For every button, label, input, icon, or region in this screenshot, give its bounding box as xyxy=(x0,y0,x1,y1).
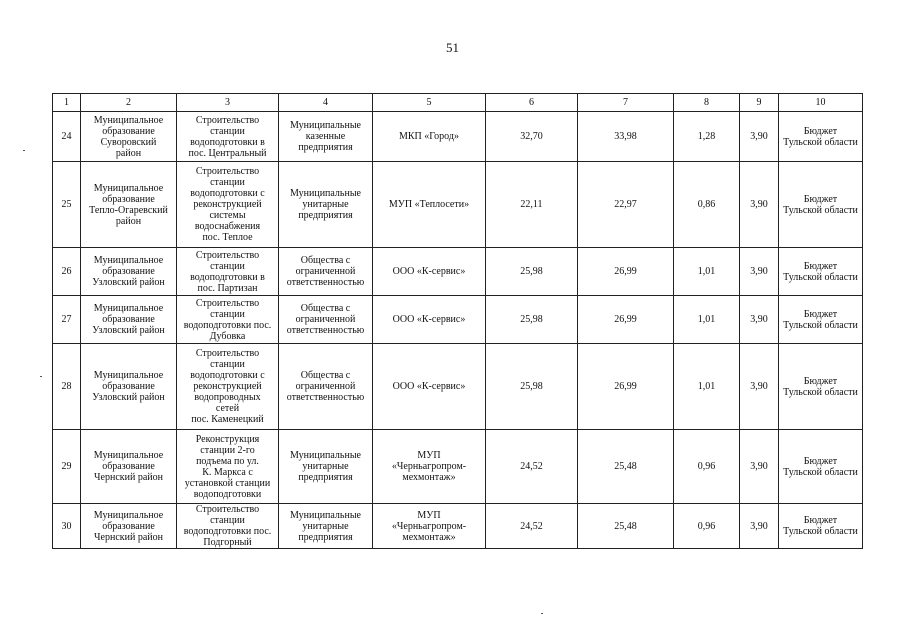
municipality-cell: Муниципальное образование Суворовский район xyxy=(81,112,177,162)
header-cell: 6 xyxy=(486,94,578,112)
municipality-cell: Муниципальное образование Тепло-Огаревский район xyxy=(81,162,177,248)
enterprise-type-cell: Муниципальные унитарные предприятия xyxy=(279,504,373,549)
project-cell: Строительство станции водоподготовки с реконструкцией системы водоснабжения пос. Теплое xyxy=(177,162,279,248)
value-cell-col6: 22,11 xyxy=(486,162,578,248)
header-cell: 4 xyxy=(279,94,373,112)
scan-speck xyxy=(23,150,25,151)
budget-cell: Бюджет Тульской области xyxy=(779,112,863,162)
value-cell-col8: 0,96 xyxy=(674,430,740,504)
value-cell-col9: 3,90 xyxy=(740,430,779,504)
value-cell-col7: 26,99 xyxy=(578,248,674,296)
value-cell-col7: 33,98 xyxy=(578,112,674,162)
value-cell-col9: 3,90 xyxy=(740,248,779,296)
value-cell-col6: 32,70 xyxy=(486,112,578,162)
value-cell-col8: 0,86 xyxy=(674,162,740,248)
row-number: 24 xyxy=(53,112,81,162)
value-cell-col6: 24,52 xyxy=(486,504,578,549)
value-cell-col7: 22,97 xyxy=(578,162,674,248)
value-cell-col6: 25,98 xyxy=(486,344,578,430)
project-cell: Строительство станции водоподготовки с реконструкцией водопроводных сетей пос. Каменецкий xyxy=(177,344,279,430)
table-row xyxy=(53,504,863,549)
municipality-cell: Муниципальное образование Чернский район xyxy=(81,430,177,504)
value-cell-col9: 3,90 xyxy=(740,504,779,549)
organization-cell: МУП «Черньагропром- мехмонтаж» xyxy=(373,430,486,504)
organization-cell: ООО «К-сервис» xyxy=(373,248,486,296)
header-cell: 3 xyxy=(177,94,279,112)
value-cell-col9: 3,90 xyxy=(740,162,779,248)
project-cell: Строительство станции водоподготовки пос. Подгорный xyxy=(177,504,279,549)
table-row xyxy=(53,112,863,162)
value-cell-col7: 26,99 xyxy=(578,296,674,344)
scan-speck xyxy=(541,613,543,614)
value-cell-col7: 25,48 xyxy=(578,430,674,504)
table-row xyxy=(53,162,863,248)
header-cell: 1 xyxy=(53,94,81,112)
page-number: 51 xyxy=(446,40,459,55)
row-number: 28 xyxy=(53,344,81,430)
project-cell: Строительство станции водоподготовки в пос. Партизан xyxy=(177,248,279,296)
enterprise-type-cell: Общества с ограниченной ответственностью xyxy=(279,296,373,344)
table-row xyxy=(53,430,863,504)
row-number: 25 xyxy=(53,162,81,248)
project-cell: Реконструкция станции 2-го подъема по ул. К. Маркса с установкой станции водоподготовки xyxy=(177,430,279,504)
value-cell-col7: 26,99 xyxy=(578,344,674,430)
row-number: 30 xyxy=(53,504,81,549)
value-cell-col8: 1,01 xyxy=(674,296,740,344)
organization-cell: МКП «Город» xyxy=(373,112,486,162)
header-cell: 10 xyxy=(779,94,863,112)
value-cell-col7: 25,48 xyxy=(578,504,674,549)
enterprise-type-cell: Общества с ограниченной ответственностью xyxy=(279,248,373,296)
enterprise-type-cell: Общества с ограниченной ответственностью xyxy=(279,344,373,430)
row-number: 27 xyxy=(53,296,81,344)
header-cell: 8 xyxy=(674,94,740,112)
header-cell: 7 xyxy=(578,94,674,112)
value-cell-col8: 1,01 xyxy=(674,344,740,430)
organization-cell: МУП «Теплосети» xyxy=(373,162,486,248)
budget-cell: Бюджет Тульской области xyxy=(779,430,863,504)
value-cell-col9: 3,90 xyxy=(740,344,779,430)
investment-table xyxy=(52,93,863,549)
header-cell: 5 xyxy=(373,94,486,112)
budget-cell: Бюджет Тульской области xyxy=(779,344,863,430)
project-cell: Строительство станции водоподготовки в пос. Центральный xyxy=(177,112,279,162)
organization-cell: МУП «Черньагропром- мехмонтаж» xyxy=(373,504,486,549)
project-cell: Строительство станции водоподготовки пос. Дубовка xyxy=(177,296,279,344)
row-number: 29 xyxy=(53,430,81,504)
header-cell: 2 xyxy=(81,94,177,112)
value-cell-col8: 1,01 xyxy=(674,248,740,296)
value-cell-col6: 25,98 xyxy=(486,296,578,344)
organization-cell: ООО «К-сервис» xyxy=(373,296,486,344)
enterprise-type-cell: Муниципальные унитарные предприятия xyxy=(279,162,373,248)
table-row xyxy=(53,344,863,430)
header-cell: 9 xyxy=(740,94,779,112)
enterprise-type-cell: Муниципальные казенные предприятия xyxy=(279,112,373,162)
budget-cell: Бюджет Тульской области xyxy=(779,162,863,248)
value-cell-col9: 3,90 xyxy=(740,112,779,162)
table-header-row xyxy=(53,94,863,112)
budget-cell: Бюджет Тульской области xyxy=(779,296,863,344)
organization-cell: ООО «К-сервис» xyxy=(373,344,486,430)
row-number: 26 xyxy=(53,248,81,296)
value-cell-col8: 1,28 xyxy=(674,112,740,162)
municipality-cell: Муниципальное образование Узловский район xyxy=(81,296,177,344)
municipality-cell: Муниципальное образование Узловский район xyxy=(81,344,177,430)
budget-cell: Бюджет Тульской области xyxy=(779,504,863,549)
value-cell-col8: 0,96 xyxy=(674,504,740,549)
value-cell-col6: 24,52 xyxy=(486,430,578,504)
table-row xyxy=(53,296,863,344)
scan-speck xyxy=(40,376,42,377)
budget-cell: Бюджет Тульской области xyxy=(779,248,863,296)
table-row xyxy=(53,248,863,296)
value-cell-col6: 25,98 xyxy=(486,248,578,296)
municipality-cell: Муниципальное образование Узловский район xyxy=(81,248,177,296)
value-cell-col9: 3,90 xyxy=(740,296,779,344)
enterprise-type-cell: Муниципальные унитарные предприятия xyxy=(279,430,373,504)
municipality-cell: Муниципальное образование Чернский район xyxy=(81,504,177,549)
